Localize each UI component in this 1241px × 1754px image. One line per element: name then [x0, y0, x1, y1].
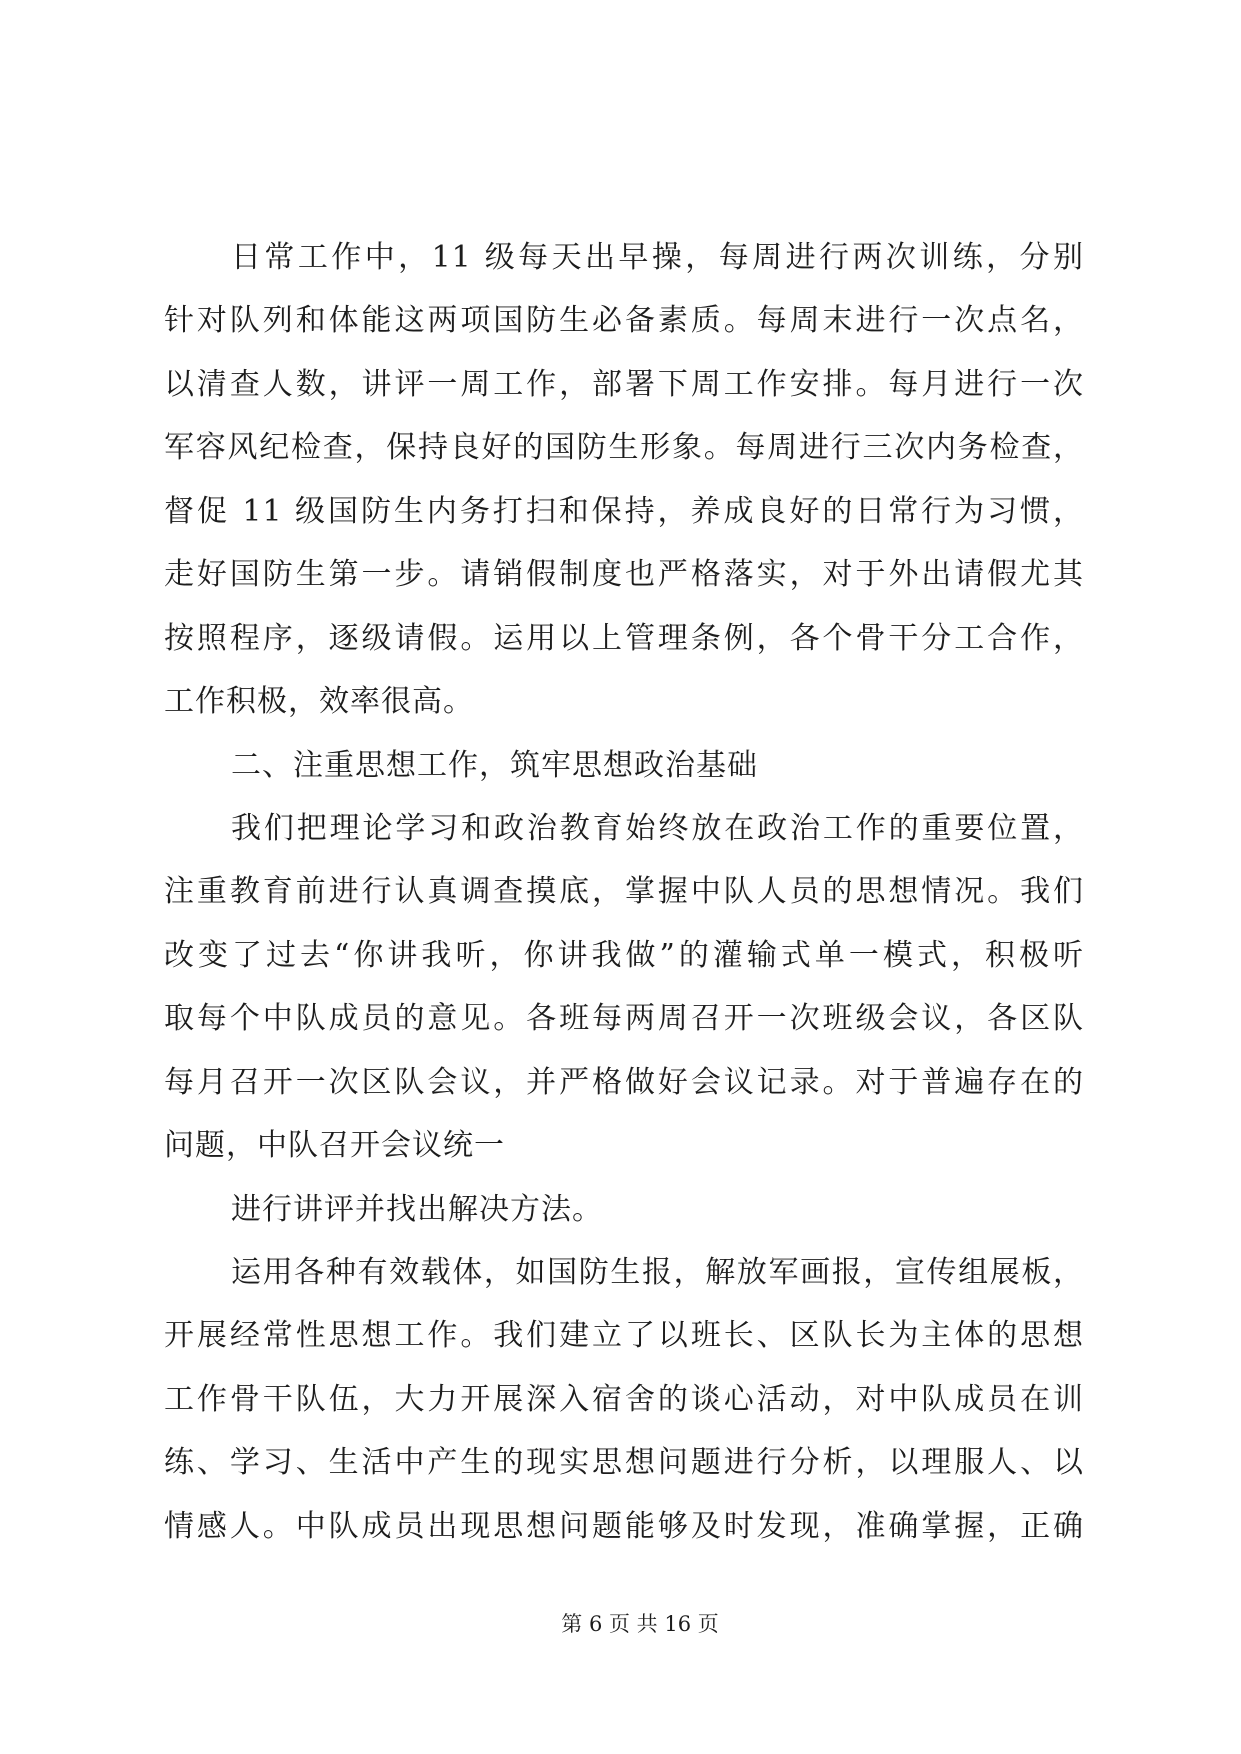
paragraph: [164, 226, 1084, 734]
text-line: 军容风纪检查，保持良好的国防生形象。每周进行三次内务检查，: [164, 430, 1084, 466]
text-line: 问题，中队召开会议统一: [164, 1128, 505, 1164]
paragraph: [164, 797, 1084, 1178]
text-line: 进行讲评并找出解决方法。: [231, 1191, 603, 1227]
text-line: 运用各种有效载体，如国防生报，解放军画报，宣传组展板，: [231, 1255, 1084, 1290]
paragraph: [164, 1241, 1084, 1558]
text-line: 情感人。中队成员出现思想问题能够及时发现，准确掌握，正确: [164, 1508, 1084, 1544]
text-line: 练、学习、生活中产生的现实思想问题进行分析，以理服人、以: [164, 1445, 1084, 1481]
paragraph: [164, 1178, 1084, 1241]
section-heading: [164, 734, 1084, 797]
text-line: 每月召开一次区队会议，并严格做好会议记录。对于普遍存在的: [164, 1064, 1084, 1100]
text-line: 工作骨干队伍，大力开展深入宿舍的谈心活动，对中队成员在训: [164, 1381, 1084, 1417]
text-line: 开展经常性思想工作。我们建立了以班长、区队长为主体的思想: [164, 1318, 1084, 1354]
section-heading-text: 二、注重思想工作，筑牢思想政治基础: [231, 747, 758, 783]
text-line: 走好国防生第一步。请销假制度也严格落实，对于外出请假尤其: [164, 557, 1084, 593]
page-number-footer: 第 6 页 共 16 页: [561, 1612, 719, 1636]
text-line: 取每个中队成员的意见。各班每两周召开一次班级会议，各区队: [164, 1001, 1084, 1037]
text-line: 按照程序，逐级请假。运用以上管理条例，各个骨干分工合作，: [164, 620, 1084, 656]
text-line: 注重教育前进行认真调查摸底，掌握中队人员的思想情况。我们: [164, 874, 1084, 910]
text-line: 日常工作中，11 级每天出早操，每周进行两次训练，分别: [231, 240, 1084, 275]
text-line: 督促 11 级国防生内务打扫和保持，养成良好的日常行为习惯，: [164, 493, 1084, 529]
text-line: 工作积极，效率很高。: [164, 684, 474, 720]
text-line: 改变了过去“你讲我听，你讲我做”的灌输式单一模式，积极听: [164, 937, 1084, 973]
text-line: 以清查人数，讲评一周工作，部署下周工作安排。每月进行一次: [164, 366, 1084, 402]
text-line: 针对队列和体能这两项国防生必备素质。每周末进行一次点名，: [164, 303, 1084, 339]
text-line: 我们把理论学习和政治教育始终放在政治工作的重要位置，: [231, 810, 1084, 846]
document-body: [164, 226, 1084, 1558]
